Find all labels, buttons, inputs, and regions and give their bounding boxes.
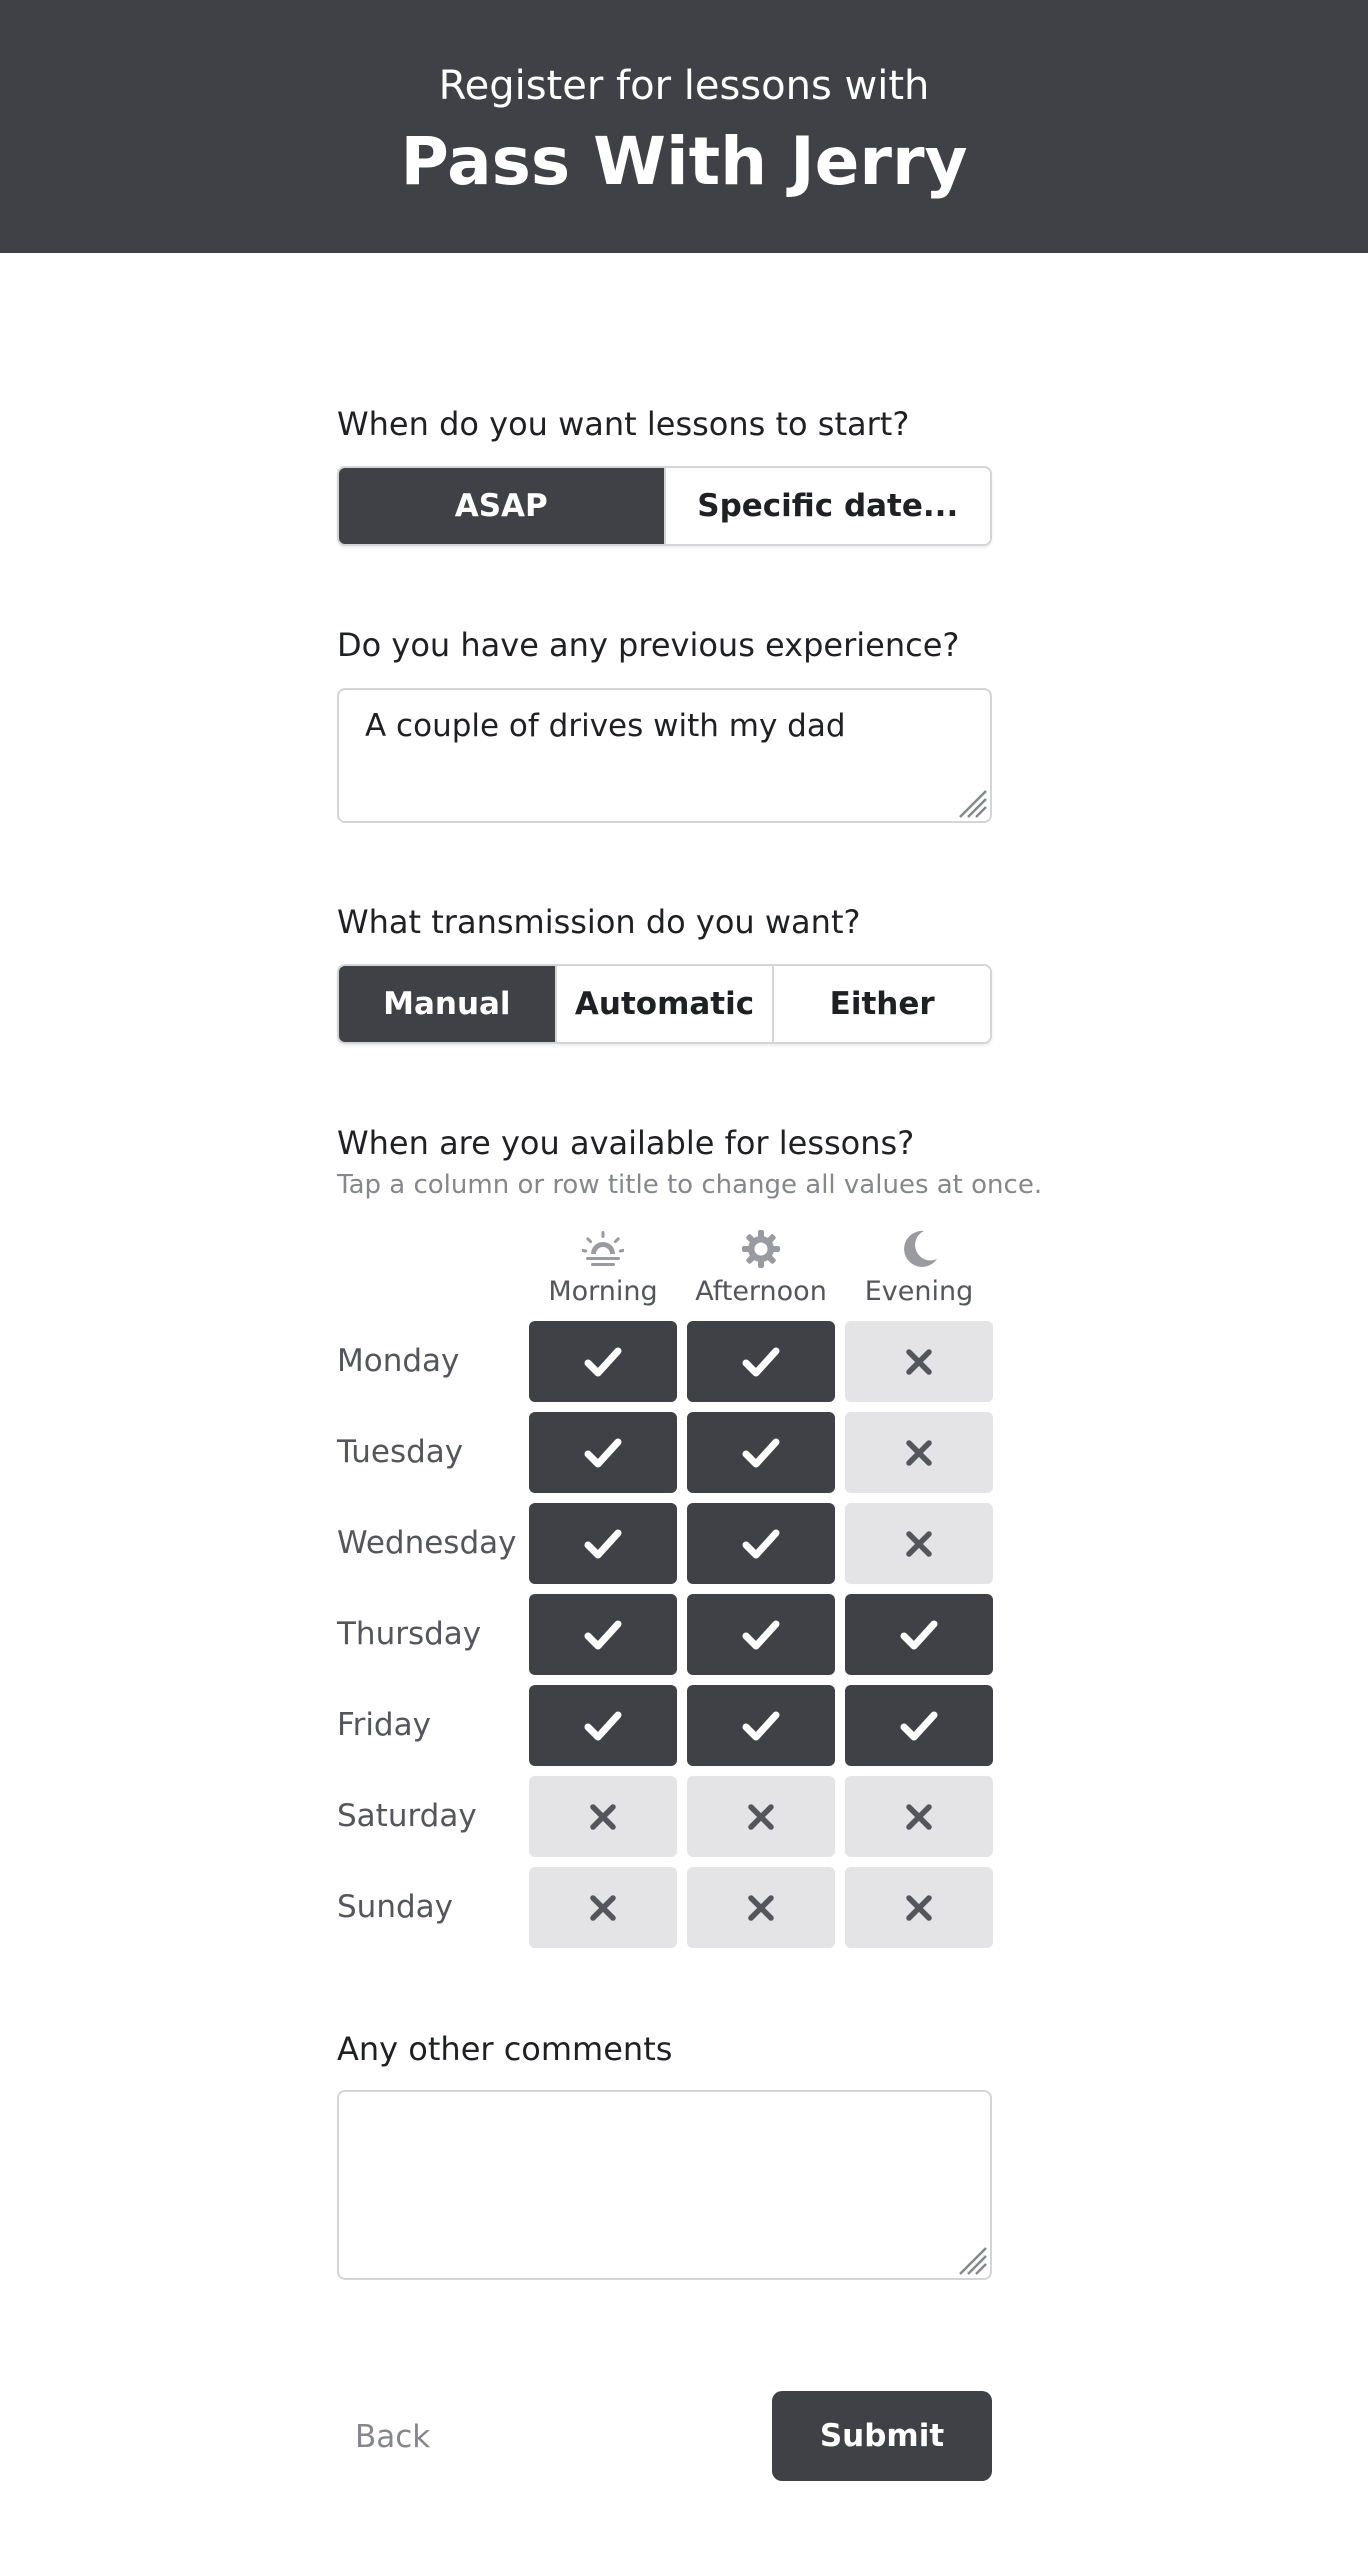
comments-textarea[interactable] — [337, 2090, 992, 2280]
availability-cell[interactable] — [845, 1685, 993, 1766]
column-header-evening[interactable] — [845, 1228, 993, 1308]
availability-hint: Tap a column or row title to change all values at once. — [337, 1170, 1043, 1200]
availability-cell[interactable] — [845, 1867, 993, 1948]
start-option-asap[interactable]: ASAP — [339, 468, 664, 544]
submit-button[interactable]: Submit — [772, 2391, 992, 2481]
cross-icon — [899, 1433, 939, 1473]
check-icon — [583, 1706, 623, 1746]
cross-icon — [899, 1797, 939, 1837]
column-label-evening: Evening — [864, 1276, 974, 1307]
check-icon — [583, 1342, 623, 1382]
availability-cell[interactable] — [845, 1594, 993, 1675]
check-icon — [583, 1433, 623, 1473]
transmission-option-automatic[interactable]: Automatic — [555, 966, 773, 1042]
availability-cell[interactable] — [687, 1776, 835, 1857]
availability-cell[interactable] — [845, 1321, 993, 1402]
start-option-specific-date[interactable]: Specific date... — [664, 468, 991, 544]
check-icon — [741, 1342, 781, 1382]
availability-cell[interactable] — [687, 1321, 835, 1402]
row-label-thursday[interactable]: Thursday — [337, 1616, 482, 1652]
column-header-afternoon[interactable] — [687, 1228, 835, 1308]
moon-icon — [898, 1228, 940, 1270]
page-title: Pass With Jerry — [400, 123, 968, 200]
start-segmented-control — [337, 466, 992, 546]
availability-cell[interactable] — [687, 1503, 835, 1584]
row-label-friday[interactable]: Friday — [337, 1707, 431, 1743]
check-icon — [741, 1433, 781, 1473]
page-header — [0, 0, 1368, 253]
check-icon — [899, 1615, 939, 1655]
transmission-question-label: What transmission do you want? — [337, 903, 861, 941]
availability-cell[interactable] — [687, 1594, 835, 1675]
availability-cell[interactable] — [529, 1594, 677, 1675]
column-label-afternoon: Afternoon — [695, 1276, 827, 1307]
row-label-wednesday[interactable]: Wednesday — [337, 1525, 517, 1561]
check-icon — [741, 1706, 781, 1746]
transmission-option-manual[interactable]: Manual — [339, 966, 555, 1042]
availability-cell[interactable] — [845, 1412, 993, 1493]
start-question-label: When do you want lessons to start? — [337, 405, 910, 443]
cross-icon — [899, 1888, 939, 1928]
availability-cell[interactable] — [845, 1776, 993, 1857]
availability-cell[interactable] — [687, 1867, 835, 1948]
availability-cell[interactable] — [687, 1412, 835, 1493]
cross-icon — [899, 1524, 939, 1564]
availability-cell[interactable] — [687, 1685, 835, 1766]
column-label-morning: Morning — [548, 1276, 658, 1307]
header-subtitle: Register for lessons with — [438, 63, 930, 109]
cross-icon — [741, 1888, 781, 1928]
availability-cell[interactable] — [529, 1685, 677, 1766]
availability-cell[interactable] — [845, 1503, 993, 1584]
comments-question-label: Any other comments — [337, 2030, 673, 2068]
availability-question-label: When are you available for lessons? — [337, 1124, 915, 1162]
experience-textarea[interactable] — [337, 688, 992, 823]
sunrise-icon — [582, 1228, 624, 1270]
check-icon — [583, 1524, 623, 1564]
experience-question-label: Do you have any previous experience? — [337, 626, 960, 664]
column-header-morning[interactable] — [529, 1228, 677, 1308]
row-label-tuesday[interactable]: Tuesday — [337, 1434, 464, 1470]
transmission-option-either[interactable]: Either — [772, 966, 990, 1042]
availability-cell[interactable] — [529, 1412, 677, 1493]
sun-icon — [740, 1228, 782, 1270]
availability-cell[interactable] — [529, 1321, 677, 1402]
cross-icon — [583, 1797, 623, 1837]
transmission-segmented-control — [337, 964, 992, 1044]
availability-cell[interactable] — [529, 1867, 677, 1948]
check-icon — [899, 1706, 939, 1746]
cross-icon — [583, 1888, 623, 1928]
row-label-saturday[interactable]: Saturday — [337, 1798, 477, 1834]
check-icon — [741, 1615, 781, 1655]
row-label-monday[interactable]: Monday — [337, 1343, 460, 1379]
cross-icon — [899, 1342, 939, 1382]
row-label-sunday[interactable]: Sunday — [337, 1889, 453, 1925]
check-icon — [741, 1524, 781, 1564]
availability-cell[interactable] — [529, 1776, 677, 1857]
availability-cell[interactable] — [529, 1503, 677, 1584]
cross-icon — [741, 1797, 781, 1837]
back-link[interactable]: Back — [355, 2419, 431, 2455]
check-icon — [583, 1615, 623, 1655]
